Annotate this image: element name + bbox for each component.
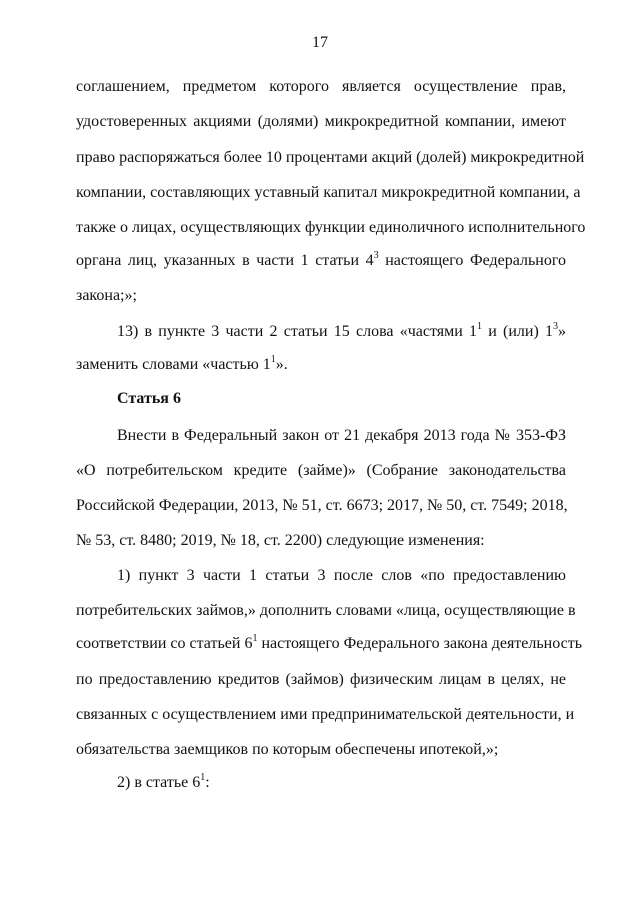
item-13: 13) в пункте 3 части 2 статьи 15 слова «частями $1^1$ и (или) $1^3$» (117, 321, 567, 340)
body-line: органа лиц, указанных в части 1 статьи $4^3$ настоящего Федерального (76, 250, 567, 269)
body-line: связанных с осуществлением ими предпринимательской деятельности, и (76, 706, 575, 723)
body-line: «О потребительском кредите (займе)» (Собрание законодательства (76, 462, 566, 479)
item-1: 1) пункт 3 части 1 статьи 3 после слов «по предоставлению (117, 567, 566, 584)
body-line: соответствии со статьей $6^1$ настоящего Федерального закона деятельность (76, 633, 583, 652)
page-number: 17 (312, 34, 328, 51)
body-line: Российской Федерации, 2013, № 51, ст. 6673; 2017, № 50, ст. 7549; 2018, (76, 497, 568, 514)
article-heading: Статья 6 (117, 390, 181, 407)
body-line: обязательства заемщиков по которым обеспечены ипотекой,»; (76, 741, 499, 758)
item-2: 2) в статье $6^1$: (117, 772, 210, 791)
body-line: Внести в Федеральный закон от 21 декабря 2013 года № 353-ФЗ (117, 427, 566, 444)
body-line: заменить словами «частью $1^1$». (76, 354, 288, 373)
body-line: соглашением, предметом которого является осуществление прав, (76, 78, 566, 95)
body-line: право распоряжаться более 10 процентами акций (долей) микрокредитной (76, 149, 585, 166)
body-line: потребительских займов,» дополнить словами «лица, осуществляющие в (76, 602, 576, 619)
body-line: удостоверенных акциями (долями) микрокредитной компании, имеют (76, 113, 566, 130)
body-line: № 53, ст. 8480; 2019, № 18, ст. 2200) следующие изменения: (76, 532, 485, 549)
body-line: также о лицах, осуществляющих функции единоличного исполнительного (76, 219, 586, 236)
body-line: по предоставлению кредитов (займов) физическим лицам в целях, не (76, 671, 566, 688)
body-line: закона;»; (76, 287, 137, 304)
body-line: компании, составляющих уставный капитал микрокредитной компании, а (76, 184, 581, 201)
